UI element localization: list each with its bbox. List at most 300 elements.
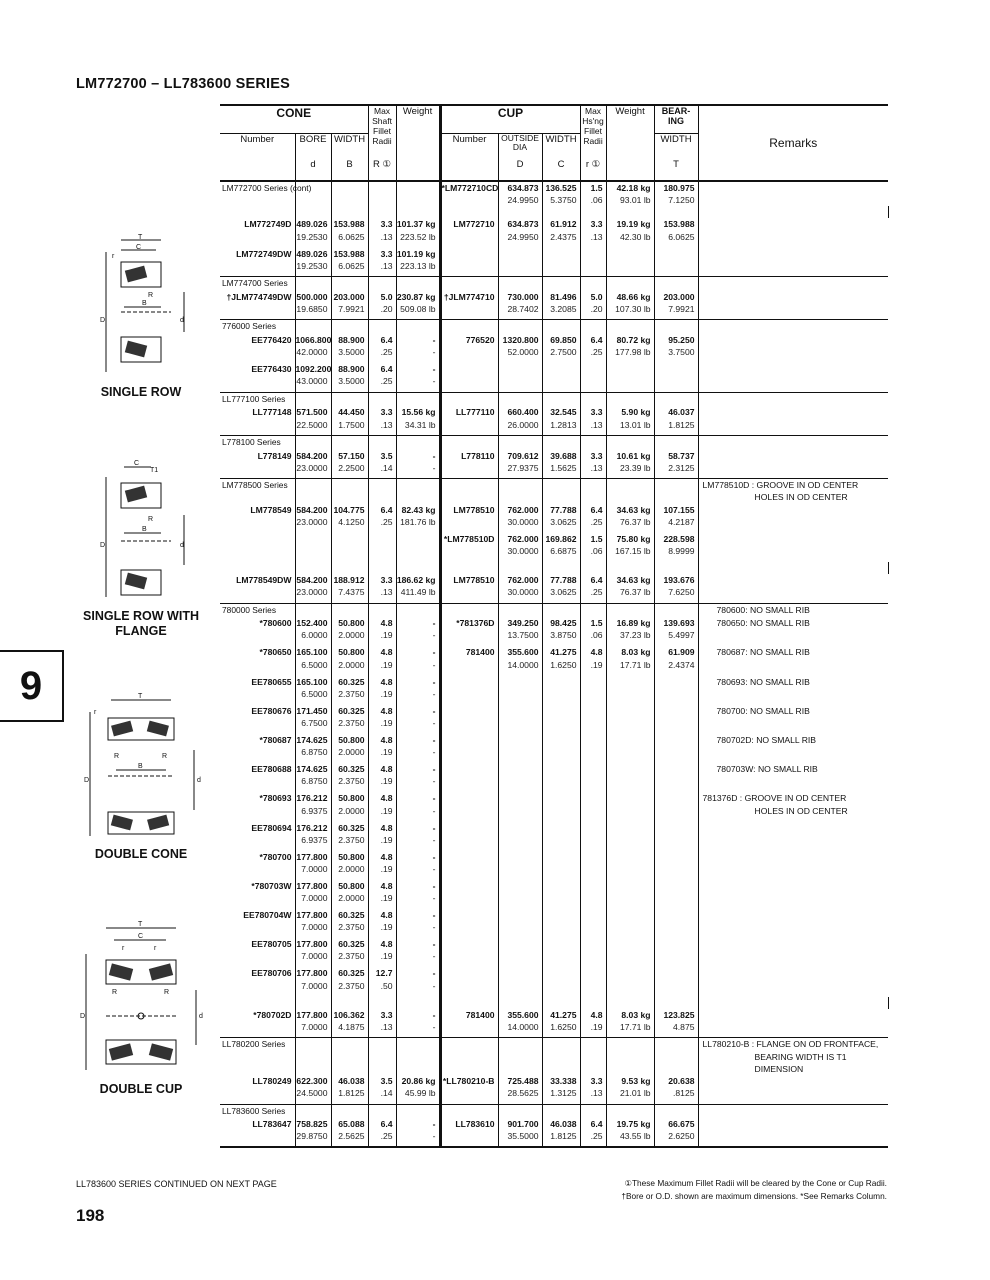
bore-inch: 43.0000 [296,376,328,387]
table-row [220,880,888,909]
cup-od-metric: 725.488 [507,1075,539,1086]
bearing-width-metric: 123.825 [663,1009,695,1020]
shaft-fillet-metric: 4.8 [380,793,393,804]
single-row-diagram [76,232,206,382]
bearing-width-metric: 46.037 [668,407,695,418]
bore-metric: 176.212 [296,822,328,833]
cone-weight-metric: - [432,910,436,921]
remarks-cell [698,181,888,206]
cone-width-metric: 104.775 [333,504,365,515]
cup-od-metric: 634.873 [507,219,539,230]
cup-number-cell [440,406,498,435]
cone-width-metric: 60.325 [338,705,365,716]
cone-weight-metric: - [432,647,436,658]
cup-number-cell [440,392,498,406]
cup-od-inch: 30.0000 [507,587,539,598]
remarks-cell [698,705,888,734]
cup-number-cell [440,792,498,821]
cup-width-inch: 2.7500 [550,347,577,358]
cup-width-metric: 46.038 [550,1119,577,1130]
cone-number: EE776430 [251,364,292,375]
dim-R-2: R [162,753,168,760]
section-tab: 9 [0,650,64,722]
remarks-cell [698,1104,888,1118]
cone-width-inch: 2.0000 [338,659,365,670]
cup-number-cell [440,334,498,363]
remark-line: HOLES IN OD CENTER [754,805,848,816]
shaft-fillet-symbol: R ① [368,159,396,181]
remarks-cell [698,967,888,996]
bore-inch: 19.2530 [296,260,328,271]
shaft-fillet-inch: .19 [380,659,393,670]
dim-d: d [199,1013,203,1020]
remarks-cell [698,436,888,450]
remarks-cell [698,1118,888,1147]
remarks-cell [698,909,888,938]
cone-number: EE780655 [251,676,292,687]
dim-T: T [138,921,143,928]
bore-inch: 7.0000 [301,893,328,904]
cone-weight-inch: - [432,688,436,699]
shaft-fillet-metric: 3.3 [380,407,393,418]
cone-number: EE780704W [243,910,292,921]
bore-inch: 42.0000 [296,347,328,358]
cup-width-inch: 1.6250 [550,1021,577,1032]
cone-number: *780700 [259,851,292,862]
cone-weight-inch: - [432,717,436,728]
hsng-fillet-metric: 4.8 [590,1009,603,1020]
od-symbol: D [498,159,542,181]
table-row [220,792,888,821]
max-shaft-fillet-header: Max Shaft Fillet Radii [368,105,396,159]
cup-weight-inch: 76.37 lb [619,516,651,527]
bore-inch: 6.9375 [301,805,328,816]
dim-R: R [112,989,118,996]
cone-width-metric: 44.450 [338,407,365,418]
shaft-fillet-metric: 4.8 [380,939,393,950]
dim-r-2: r [154,945,157,952]
dim-T: T [138,234,143,241]
cone-number-cell [220,734,295,763]
shaft-fillet-metric: 4.8 [380,647,393,658]
bore-inch: 6.8750 [301,776,328,787]
cup-number-cell [440,1009,498,1038]
cup-number-cell [440,880,498,909]
cup-weight-metric: 10.61 kg [616,450,651,461]
cone-weight-metric: - [432,1119,436,1130]
cup-od-inch: 52.0000 [507,347,539,358]
hsng-fillet-metric: 1.5 [590,183,603,193]
cone-weight-metric: - [432,968,436,979]
series-row [220,603,888,617]
cup-number-cell [440,851,498,880]
cone-number: *780693 [259,793,292,804]
shaft-fillet-inch: .13 [380,231,393,242]
shaft-fillet-metric: 4.8 [380,618,393,629]
cup-od-metric: 349.250 [507,618,539,629]
cone-number: EE780688 [251,764,292,775]
cone-number-cell [220,792,295,821]
dim-R-2: R [164,989,170,996]
remark-line: 780600: NO SMALL RIB [716,604,810,615]
bore-metric: 1092.200 [295,364,332,375]
cone-width-inch: 2.5625 [338,1131,365,1142]
series-name: LM774700 Series [222,278,288,289]
bearing-width-inch: 7.9921 [668,303,695,314]
series-row [220,277,888,291]
cone-weight-inch: - [432,630,436,641]
series-name: LL783600 Series [222,1105,286,1116]
cone-number: *780703W [251,880,292,891]
bore-inch: 29.8750 [296,1131,328,1142]
cone-number: LM778549DW [236,575,292,585]
cup-od-metric: 762.000 [507,533,539,544]
cone-weight-inch: - [432,951,436,962]
cone-width-metric: 46.038 [338,1075,365,1086]
cup-number-cell [440,646,498,675]
cone-number-cell [220,676,295,705]
bore-inch: 7.0000 [301,922,328,933]
cone-width-header: WIDTH [331,133,368,159]
cone-weight-header: Weight [396,105,440,159]
bore-metric: 177.800 [296,910,328,921]
bearing-width-metric: 107.155 [663,504,695,515]
cone-weight-metric: - [432,939,436,950]
cup-od-inch: 26.0000 [507,419,539,430]
bore-metric: 174.625 [296,764,328,775]
series-label [220,320,295,334]
bore-metric: 622.300 [296,1075,328,1086]
cup-od-inch: 24.9950 [507,195,539,206]
series-row [220,479,888,504]
remarks-cell [698,320,888,334]
series-label [220,181,312,206]
bearing-width-inch: 2.6250 [668,1131,695,1142]
series-label [220,392,295,406]
bearing-width-metric: 153.988 [663,219,695,230]
table-row [220,450,888,479]
cup-weight-inch: 37.23 lb [619,630,651,641]
dim-R: R [148,292,154,299]
cone-weight-inch: 223.13 lb [400,260,436,271]
remarks-cell [698,880,888,909]
cup-weight-inch: 17.71 lb [619,659,651,670]
cone-weight-metric: - [432,364,436,375]
cup-od-metric: 901.700 [507,1119,539,1130]
bore-metric: 177.800 [296,880,328,891]
cup-od-metric: 355.600 [507,647,539,658]
cone-width-metric: 106.362 [333,1009,365,1020]
bore-metric: 584.200 [296,575,328,585]
cone-width-inch: 2.2500 [338,462,365,473]
table-row [220,363,888,392]
cup-number: *LL780210-B [442,1075,495,1086]
cup-width-inch: 1.2813 [550,419,577,430]
cup-width-symbol: C [542,159,580,181]
cone-width-inch: 4.1875 [338,1021,365,1032]
cone-width-inch: 2.3750 [338,776,365,787]
cup-weight-metric: 75.80 kg [616,533,651,544]
cup-od-inch: 30.0000 [507,516,539,527]
bearing-width-inch: 8.9999 [668,546,695,557]
series-label [220,1104,295,1118]
table-row [220,248,888,277]
remarks-cell [698,822,888,851]
cup-number-header: Number [440,133,498,181]
shaft-fillet-inch: .25 [380,376,393,387]
remarks-cell [698,334,888,363]
cup-number-cell [440,967,498,996]
remarks-cell [698,533,888,562]
cone-weight-inch: - [432,1131,436,1142]
cone-weight-metric: 82.43 kg [401,504,436,515]
remarks-cell [698,504,888,533]
bearing-width-header: WIDTH [654,133,698,159]
dim-B: B [138,763,143,770]
hsng-fillet-inch: .19 [590,1021,603,1032]
cup-weight-metric: 42.18 kg [616,183,651,193]
cup-weight-inch: 17.71 lb [619,1021,651,1032]
cup-width-metric: 32.545 [550,407,577,418]
remarks-cell [698,574,888,603]
cup-width-inch: 1.5625 [550,462,577,473]
cup-number-cell [440,277,498,291]
bore-inch: 7.0000 [301,980,328,991]
cup-number: †JLM774710 [443,291,495,302]
cup-number-cell [440,1075,498,1104]
cup-od-inch: 13.7500 [507,630,539,641]
remark-line: 780703W: NO SMALL RIB [716,764,818,775]
bearing-width-metric: 61.909 [668,647,695,658]
cup-width-metric: 169.862 [545,533,577,544]
remarks-cell [698,248,888,277]
remark-line: 781376D : GROOVE IN OD CENTER [702,793,847,804]
cone-width-metric: 50.800 [338,647,365,658]
shaft-fillet-metric: 3.5 [380,1075,393,1086]
series-name: 780000 Series [222,604,277,615]
dim-d: d [180,317,184,324]
bearing-width-inch: 3.7500 [668,347,695,358]
cone-width-inch: 2.3750 [338,717,365,728]
cup-number-cell [440,181,498,206]
cone-width-metric: 65.088 [338,1119,365,1130]
table-row [220,291,888,320]
remark-line: 780702D: NO SMALL RIB [716,734,817,745]
cup-number-cell [440,363,498,392]
shaft-fillet-metric: 6.4 [380,364,393,375]
shaft-fillet-metric: 4.8 [380,851,393,862]
bore-metric: 571.500 [296,407,328,418]
cone-number: EE780705 [251,939,292,950]
cup-width-inch: 5.3750 [550,195,577,206]
cone-weight-inch: - [432,347,436,358]
cone-number: EE780694 [251,822,292,833]
remark-line: BEARING WIDTH IS T1 [754,1051,847,1062]
cup-width-inch: 3.8750 [550,630,577,641]
shaft-fillet-inch: .13 [380,419,393,430]
cup-od-inch: 35.5000 [507,1131,539,1142]
cone-weight-inch: - [432,980,436,991]
bore-metric: 177.800 [296,968,328,979]
max-hsng-fillet-header: Max Hs'ng Fillet Radii [580,105,606,159]
hsng-fillet-inch: .19 [590,659,603,670]
cone-number-cell [220,967,295,996]
shaft-fillet-metric: 3.3 [380,1009,393,1020]
cup-number-cell [440,574,498,603]
shaft-fillet-inch: .14 [380,1088,393,1099]
cone-weight-inch: - [432,462,436,473]
cone-width-inch: 2.0000 [338,630,365,641]
cone-width-metric: 88.900 [338,364,365,375]
shaft-fillet-metric: 4.8 [380,910,393,921]
hsng-fillet-metric: 3.3 [590,1075,603,1086]
remarks-cell [698,277,888,291]
table-row [220,334,888,363]
table-row [220,1009,888,1038]
bore-symbol: d [295,159,331,181]
cup-number: LM772710 [453,219,495,230]
cone-width-metric: 60.325 [338,676,365,687]
cone-width-metric: 50.800 [338,851,365,862]
shaft-fillet-inch: .19 [380,863,393,874]
cup-weight-inch: 107.30 lb [615,303,651,314]
bearing-width-inch: .8125 [673,1088,695,1099]
dim-B: B [142,526,147,533]
cup-number-cell [440,1038,498,1075]
cone-number-cell [220,334,295,363]
hsng-fillet-inch: .25 [590,587,603,598]
cone-number: †JLM774749DW [226,291,292,302]
cone-weight-metric: 20.86 kg [401,1075,436,1086]
shaft-fillet-inch: .14 [380,462,393,473]
cup-weight-metric: 19.75 kg [616,1119,651,1130]
bearing-width-metric: 203.000 [663,291,695,302]
series-name: L778100 Series [222,437,281,448]
cup-weight-metric: 48.66 kg [616,291,651,302]
remarks-cell [698,646,888,675]
cone-width-inch: 2.0000 [338,893,365,904]
hsng-fillet-metric: 1.5 [590,618,603,629]
cup-width-inch: 1.8125 [550,1131,577,1142]
cone-weight-inch: 509.08 lb [400,303,436,314]
bore-inch: 23.0000 [296,462,328,473]
cone-weight-metric: - [432,793,436,804]
shaft-fillet-metric: 4.8 [380,676,393,687]
bore-metric: 152.400 [296,618,328,629]
cone-number: EE780706 [251,968,292,979]
shaft-fillet-metric: 5.0 [380,291,393,302]
cone-width-inch: 2.0000 [338,747,365,758]
cup-width-metric: 77.788 [550,504,577,515]
cup-od-metric: 709.612 [507,450,539,461]
bearing-width-metric: 95.250 [668,334,695,345]
remarks-cell [698,792,888,821]
table-row [220,909,888,938]
bore-inch: 23.0000 [296,516,328,527]
cup-number: LM778510 [453,575,495,585]
hsng-fillet-metric: 1.5 [590,533,603,544]
shaft-fillet-inch: .19 [380,893,393,904]
cup-weight-metric: 9.53 kg [621,1075,651,1086]
footnote-fillet: ①These Maximum Fillet Radii will be cleared by the Cone or Cup Radii. [624,1178,887,1188]
dim-D: D [84,777,90,784]
series-label [220,277,295,291]
bore-metric: 584.200 [296,450,328,461]
bearing-width-inch: 6.0625 [668,231,695,242]
cup-width-inch: 3.0625 [550,587,577,598]
cone-weight-metric: - [432,705,436,716]
cone-number: *780650 [259,647,292,658]
bore-metric: 177.800 [296,939,328,950]
cup-od-metric: 660.400 [507,407,539,418]
bearing-width-metric: 228.598 [663,533,695,544]
bore-inch: 24.5000 [296,1088,328,1099]
series-label [220,436,295,450]
shaft-fillet-metric: 4.8 [380,880,393,891]
cone-number: LL783647 [252,1119,292,1130]
cone-width-metric: 188.912 [333,575,365,585]
shaft-fillet-metric: 4.8 [380,705,393,716]
cup-number: LL783610 [455,1119,495,1130]
cone-weight-inch: - [432,922,436,933]
hsng-fillet-metric: 3.3 [590,219,603,230]
cone-width-inch: 2.0000 [338,863,365,874]
cone-number-cell [220,504,295,533]
bearing-width-inch: 7.6250 [668,587,695,598]
remarks-cell [698,763,888,792]
cup-weight-header: Weight [606,105,654,159]
table-row [220,851,888,880]
bearing-width-inch: 7.1250 [668,195,695,206]
table-row [220,705,888,734]
cone-width-inch: 2.3750 [338,980,365,991]
cone-width-metric: 50.800 [338,793,365,804]
cone-number-cell [220,291,295,320]
shaft-fillet-metric: 4.8 [380,764,393,775]
shaft-fillet-metric: 6.4 [380,1119,393,1130]
cone-number-cell [220,851,295,880]
cup-weight-inch: 23.39 lb [619,462,651,473]
cup-number-cell [440,822,498,851]
cup-od-inch: 30.0000 [507,546,539,557]
remark-line: 780687: NO SMALL RIB [716,647,810,658]
remark-line: 780650: NO SMALL RIB [716,618,810,629]
cup-number-cell [440,320,498,334]
hsng-fillet-inch: .25 [590,347,603,358]
series-name: LL777100 Series [222,393,286,404]
cup-weight-inch: 42.30 lb [619,231,651,242]
cup-weight-metric: 19.19 kg [616,219,651,230]
shaft-fillet-inch: .13 [380,260,393,271]
table-row [220,406,888,435]
shaft-fillet-inch: .13 [380,1021,393,1032]
cone-width-metric: 203.000 [333,291,365,302]
cup-number-cell [440,533,498,562]
cup-weight-inch: 43.55 lb [619,1131,651,1142]
dim-C: C [134,460,140,467]
series-name: LL780200 Series [222,1039,286,1050]
series-row [220,181,888,206]
cone-weight-metric: 15.56 kg [401,407,436,418]
cone-weight-metric: - [432,822,436,833]
table-header [220,105,888,181]
table-row [220,938,888,967]
cup-od-inch: 24.9950 [507,231,539,242]
bore-inch: 23.0000 [296,587,328,598]
bore-inch: 7.0000 [301,1021,328,1032]
bore-metric: 176.212 [296,793,328,804]
bore-inch: 7.0000 [301,863,328,874]
